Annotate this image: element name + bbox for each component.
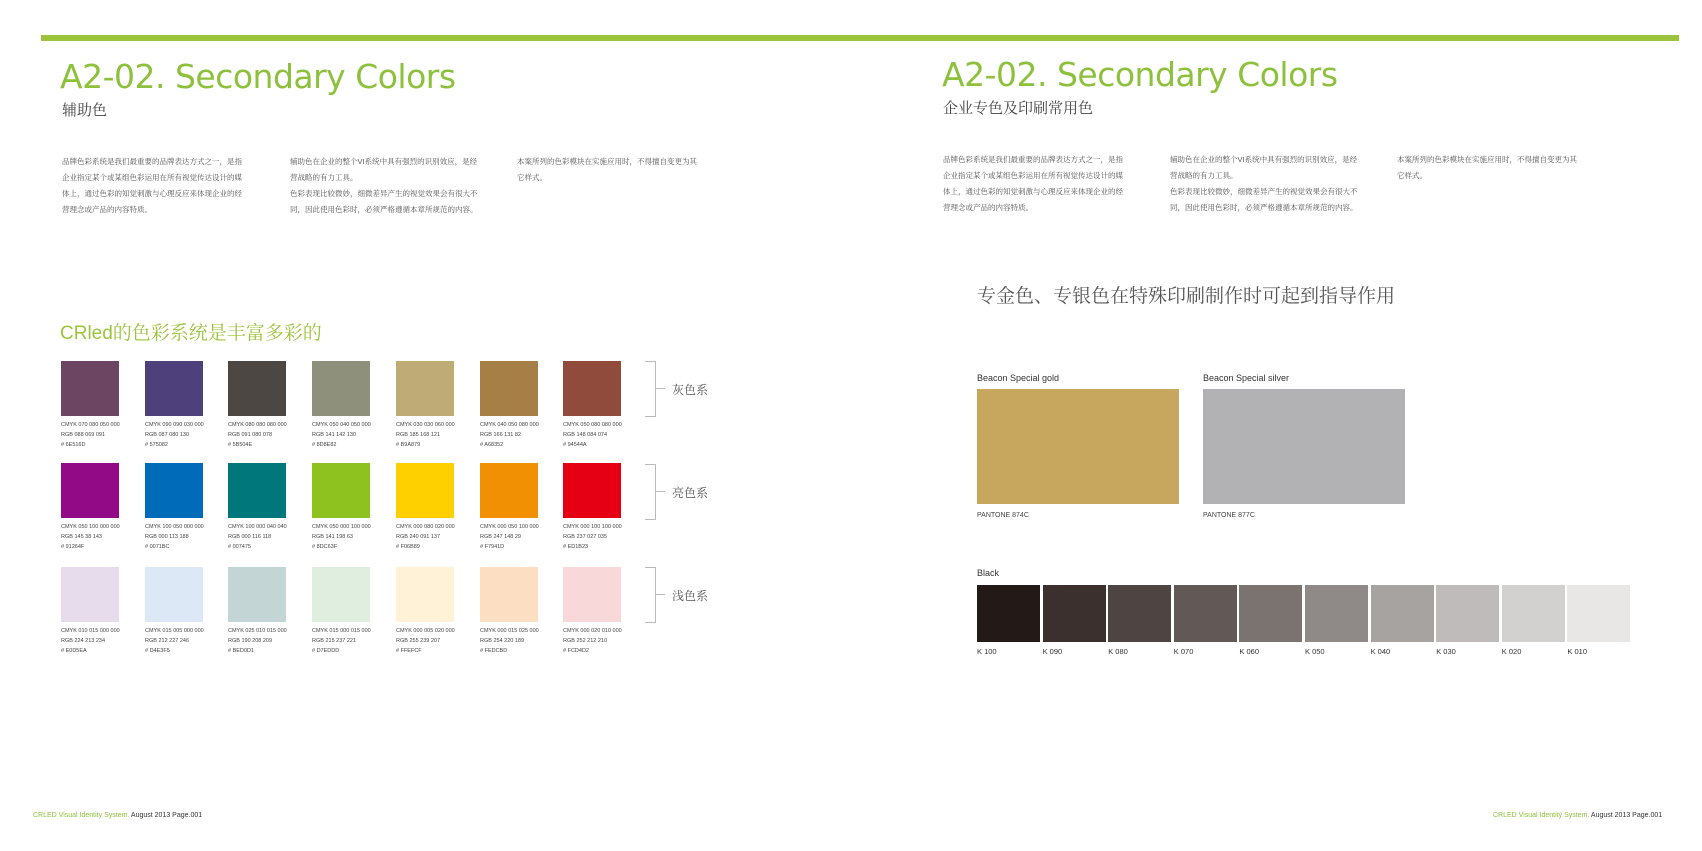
right-intro-paragraph-2: 辅助色在企业的整个VI系统中具有强烈的识别效应，是经 营战略的有力工具。 色彩表现比较微妙，细微差异产生的视觉效果会有很大不 同，因此使用色彩时，必须严格遵循本章所规范的内容。: [1170, 155, 1358, 212]
color-swatch-caption: CMYK 015 005 000 000 RGB 212 227 246 # D4E3F5: [145, 628, 204, 654]
color-swatch-caption: CMYK 000 050 100 000 RGB 247 148 29 # F7941D: [480, 524, 539, 550]
color-swatch-caption: CMYK 015 000 015 000 RGB 215 237 221 # D7EDDD: [312, 628, 371, 654]
group-bracket-tick: [655, 491, 665, 492]
color-swatch-light-2: [145, 567, 203, 622]
footer-brand: CRLED Visual Identity System.: [1493, 812, 1590, 819]
color-swatch-caption: CMYK 100 050 000 000 RGB 000 113 188 # 0071BC: [145, 524, 204, 550]
color-swatch-grey-5: [396, 361, 454, 416]
special-silver-swatch: [1203, 389, 1405, 504]
right-intro-paragraph-3: 本案所列的色彩模块在实施应用时，不得擅自变更为其 它样式。: [1397, 155, 1577, 180]
color-swatch-caption: CMYK 050 100 000 000 RGB 145 38 143 # 91264F: [61, 524, 120, 550]
black-tint-swatch: [1371, 585, 1434, 642]
group-bracket-grey: [645, 361, 656, 417]
color-swatch-caption: CMYK 040 050 080 000 RGB 166 131 82 # A68352: [480, 422, 539, 448]
black-tint-label: K 010: [1567, 647, 1587, 656]
color-swatch-caption: CMYK 100 000 040 040 RGB 000 116 118 # 007475: [228, 524, 287, 550]
left-footer: [33, 812, 202, 819]
black-tint-label: K 050: [1305, 647, 1325, 656]
color-swatch-light-5: [396, 567, 454, 622]
color-swatch-caption: CMYK 025 010 015 000 RGB 190 208 209 # BED0D1: [228, 628, 287, 654]
group-label-grey: 灰色系: [672, 383, 709, 397]
black-tint-swatch: [1436, 585, 1499, 642]
black-tint-swatch: [1108, 585, 1171, 642]
right-section-heading: 专金色、专银色在特殊印刷制作时可起到指导作用: [977, 286, 1396, 307]
color-swatch-bright-7: [563, 463, 621, 518]
color-swatch-caption: CMYK 090 090 030 000 RGB 087 080 130 # 575082: [145, 422, 204, 448]
color-swatch-caption: CMYK 010 015 000 000 RGB 224 213 234 # E0D5EA: [61, 628, 120, 654]
color-swatch-light-7: [563, 567, 621, 622]
color-swatch-bright-4: [312, 463, 370, 518]
color-swatch-caption: CMYK 080 080 080 000 RGB 091 080 078 # 5B504E: [228, 422, 287, 448]
color-swatch-bright-5: [396, 463, 454, 518]
black-tint-swatch: [1305, 585, 1368, 642]
footer-brand: CRLED Visual Identity System.: [33, 812, 130, 819]
color-swatch-caption: CMYK 050 000 100 000 RGB 141 198 63 # 8DC63F: [312, 524, 371, 550]
special-gold-swatch: [977, 389, 1179, 504]
color-swatch-caption: CMYK 070 080 050 000 RGB 088 069 091 # 6E516D: [61, 422, 120, 448]
color-swatch-grey-2: [145, 361, 203, 416]
black-tint-swatch: [1043, 585, 1106, 642]
right-page-title: A2-02. Secondary Colors: [942, 55, 1338, 94]
color-swatch-bright-2: [145, 463, 203, 518]
left-page-subtitle: 辅助色: [62, 102, 108, 119]
left-page-title: A2-02. Secondary Colors: [60, 57, 456, 96]
black-tint-swatch: [977, 585, 1040, 642]
right-page-subtitle: 企业专色及印刷常用色: [943, 100, 1094, 117]
left-section-heading: CRled的色彩系统是丰富多彩的: [60, 323, 322, 344]
gold-pantone: PANTONE 874C: [977, 512, 1029, 519]
color-swatch-caption: CMYK 000 020 010 000 RGB 252 212 210 # FCD4D2: [563, 628, 622, 654]
color-swatch-caption: CMYK 000 005 020 000 RGB 255 239 207 # FFEFCF: [396, 628, 455, 654]
footer-date-page: August 2013 Page.001: [1589, 812, 1663, 819]
black-tint-swatch: [1174, 585, 1237, 642]
color-swatch-bright-1: [61, 463, 119, 518]
black-tint-label: K 100: [977, 647, 997, 656]
color-swatch-bright-3: [228, 463, 286, 518]
color-swatch-caption: CMYK 000 015 025 000 RGB 254 220 189 # FEDCBD: [480, 628, 539, 654]
black-tint-swatch: [1567, 585, 1630, 642]
group-label-bright: 亮色系: [672, 486, 709, 500]
color-swatch-light-4: [312, 567, 370, 622]
black-tint-label: K 040: [1370, 647, 1391, 656]
left-intro-paragraph-1: 品牌色彩系统是我们最重要的品牌表达方式之一，是指 企业指定某个或某组色彩运用在所有视觉传达设计的媒 体上，通过色彩的知觉刺激与心理反应来体现企业的经 营理念或产品的内容特质。: [62, 157, 242, 214]
silver-pantone: PANTONE 877C: [1203, 512, 1255, 519]
color-swatch-caption: CMYK 000 100 100 000 RGB 237 027 035 # ED1B23: [563, 524, 622, 550]
color-swatch-caption: CMYK 050 080 080 000 RGB 148 084 074 # 94544A: [563, 422, 622, 448]
gold-label: Beacon Special gold: [977, 373, 1060, 383]
black-tint-label: K 030: [1436, 647, 1456, 656]
black-tint-label: K 080: [1108, 647, 1128, 656]
color-swatch-light-1: [61, 567, 119, 622]
group-bracket-light: [645, 567, 656, 623]
silver-label: Beacon Special silver: [1203, 373, 1290, 383]
color-swatch-grey-3: [228, 361, 286, 416]
black-label: Black: [977, 568, 1000, 578]
color-swatch-caption: CMYK 030 030 060 000 RGB 185 168 121 # B9A879: [396, 422, 455, 448]
black-tint-label: K 070: [1173, 647, 1194, 656]
color-swatch-grey-7: [563, 361, 621, 416]
color-swatch-light-3: [228, 567, 286, 622]
black-tint-swatch: [1239, 585, 1302, 642]
black-tint-swatch: [1502, 585, 1565, 642]
right-footer: [1493, 812, 1662, 819]
group-bracket-tick: [655, 594, 665, 595]
black-tint-label: K 090: [1042, 647, 1063, 656]
group-bracket-tick: [655, 388, 665, 389]
black-tint-label: K 060: [1239, 647, 1259, 656]
color-swatch-grey-4: [312, 361, 370, 416]
group-label-light: 浅色系: [672, 589, 709, 603]
left-intro-paragraph-3: 本案所列的色彩模块在实施应用时，不得擅自变更为其 它样式。: [517, 157, 697, 182]
color-swatch-grey-6: [480, 361, 538, 416]
footer-date-page: August 2013 Page.001: [129, 812, 203, 819]
black-tint-label: K 020: [1501, 647, 1522, 656]
color-swatch-caption: CMYK 000 080 020 000 RGB 240 091 137 # F06B89: [396, 524, 455, 550]
color-swatch-caption: CMYK 050 040 050 000 RGB 141 142 130 # 8D8E82: [312, 422, 371, 448]
color-swatch-light-6: [480, 567, 538, 622]
right-intro-paragraph-1: 品牌色彩系统是我们最重要的品牌表达方式之一，是指 企业指定某个或某组色彩运用在所有视觉传达设计的媒 体上，通过色彩的知觉刺激与心理反应来体现企业的经 营理念或产品的内容特质。: [943, 155, 1123, 212]
color-swatch-grey-1: [61, 361, 119, 416]
group-bracket-bright: [645, 464, 656, 520]
top-accent-bar: [41, 35, 1679, 41]
color-swatch-bright-6: [480, 463, 538, 518]
left-intro-paragraph-2: 辅助色在企业的整个VI系统中具有强烈的识别效应，是经 营战略的有力工具。 色彩表现比较微妙，细微差异产生的视觉效果会有很大不 同，因此使用色彩时，必须严格遵循本章所规范的内容。: [290, 157, 478, 214]
